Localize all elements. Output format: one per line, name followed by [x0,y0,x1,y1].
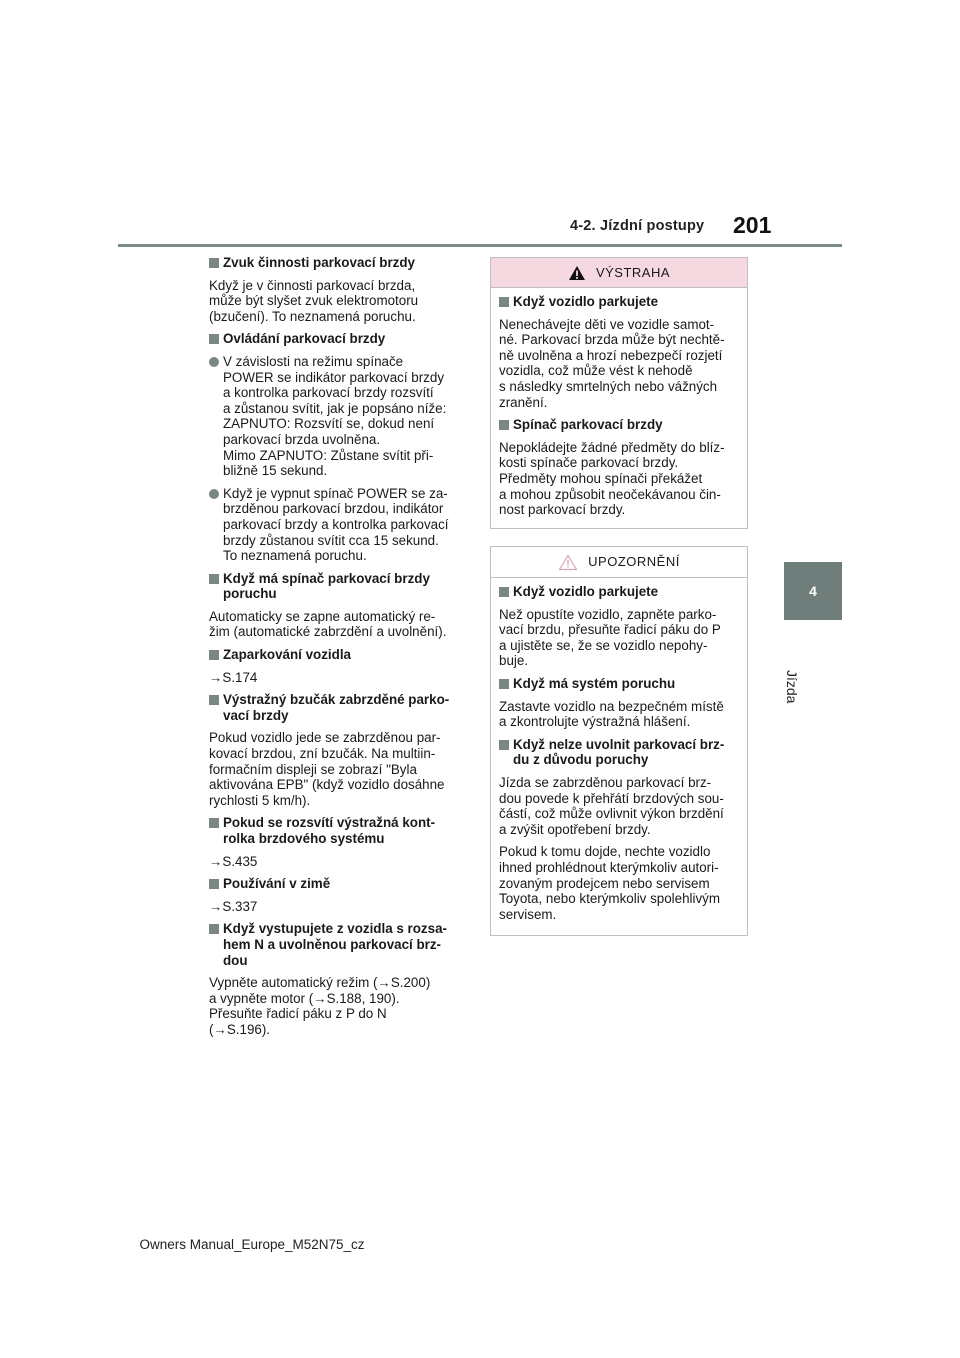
square-bullet-icon [209,695,219,705]
item-bullet-text: Když je vypnut spínač POWER se za- brzděnou parkovací brzdou, indikátor parkovací brzdy a kontrolka parkovací brzdy zůstanou svítit cca 15 sekund. To neznamená poruchu. [223,485,449,564]
caution-box-title: UPOZORNĚNÍ [588,554,680,570]
left-column [209,255,467,1045]
page-number: 201 [733,212,772,238]
item-heading [209,692,467,723]
round-bullet-icon [209,357,219,367]
item-paragraph: Když je v činnosti parkovací brzda, může být slyšet zvuk elektromotoru (bzučení). To neznamená poruchu. [209,277,419,324]
item-heading [209,876,467,892]
item-bullet [209,486,467,564]
item-heading-text: Když nelze uvolnit parkovací brz- du z důvodu poruchy [513,736,725,768]
item-bullet-text: V závislosti na režimu spínače POWER se indikátor parkovací brzdy a kontrolka parkovací brzdy rozsvítí a zůstanou svítit, jak je popsáno níže: ZAPNUTO: Rozsvítí se, dokud není parkovací brzda uvolněna. Mimo ZAPNUTO: Zůstane svítit při- bližně 15 sekund. [223,353,447,479]
square-bullet-icon [209,818,219,828]
warning-triangle-icon [568,265,586,281]
square-bullet-icon [209,334,219,344]
round-bullet-icon [209,489,219,499]
item-paragraph: Nepokládejte žádné předměty do blíz- kosti spínače parkovací brzdy. Předměty mohou spínači překážet a mohou způsobit neočekávanou čin- nost parkovací brzdy. [499,439,725,518]
warning-box-title: VÝSTRAHA [595,264,671,280]
item-heading-text: Pokud se rozsvítí výstražná kont- rolka brzdového systému [223,815,436,846]
square-bullet-icon [209,258,219,268]
item-heading-text: Výstražný bzučák zabrzděné parko- vací brzdy [223,692,450,723]
chapter-label-text: Jízda [784,670,800,704]
item-heading-text: Když má systém poruchu [513,675,676,691]
item-paragraph: Pokud k tomu dojde, nechte vozidlo ihned prohlédnout kterýmkoliv autori- zovaným prodejcem nebo servisem Toyota, nebo kterýmkoliv spolehlivým servisem. [499,844,721,922]
item-paragraph: Vypněte automatický režim (→S.200) a vypněte motor (→S.188, 190). Přesuňte řadicí páku z P do N (→S.196). [209,975,431,1037]
item-heading-text: Když vozidlo parkujete [513,294,659,309]
section-title: 4-2. Jízdní postupy [570,218,705,234]
item-heading-text: Používání v zimě [223,876,331,892]
square-bullet-icon [209,650,219,660]
item-heading [209,815,467,846]
warning-box [490,257,748,529]
item-heading-text: Ovládání parkovací brzdy [223,331,386,347]
item-heading [209,331,467,347]
warning-box-header [491,258,747,288]
chapter-label [780,630,846,704]
page-reference-link[interactable]: →S.174 [209,669,258,685]
item-heading-text: Spínač parkovací brzdy [513,417,663,433]
item-heading [499,417,739,433]
item-heading-text: Když má spínač parkovací brzdy poruchu [223,570,430,602]
item-heading [499,676,739,692]
item-heading-text: Když vystupujete z vozidla s rozsa- hem N a uvolněnou parkovací brz- dou [223,921,447,968]
chapter-tab[interactable]: 4 [784,562,842,620]
item-heading-text: Když vozidlo parkujete [513,584,659,599]
caution-box [490,546,748,936]
item-heading [209,647,467,663]
item-bullet [209,354,467,479]
caution-triangle-icon [558,554,578,571]
caution-box-body [491,578,747,933]
item-heading [499,294,739,310]
square-bullet-icon [499,420,509,430]
item-paragraph: Automaticky se zapne automatický re- žim (automatické zabrzdění a uvolnění). [209,608,447,640]
square-bullet-icon [499,297,509,307]
square-bullet-icon [209,574,219,584]
page-reference-link[interactable]: →S.435 [209,853,258,869]
square-bullet-icon [499,587,509,597]
footer-text: Owners Manual_Europe_M52N75_cz [139,1237,365,1252]
item-heading [499,584,739,600]
item-paragraph: Pokud vozidlo jede se zabrzděnou par- kovací brzdou, zní bzučák. Na multiin- formačním displeji se zobrazí "Byla aktivována EPB" (když vozidlo dosáhne rychlosti 5 km/h). [209,730,445,808]
header-rule [118,244,842,247]
item-heading-text: Zaparkování vozidla [223,647,351,663]
item-paragraph: Nenechávejte děti ve vozidle samot- né. Parkovací brzda může být nechtě- ně uvolněna a hrozí nebezpečí rozjetí vozidla, což může vést k nehodě s následky smrtelných nebo vážných zranění. [499,316,725,410]
warning-box-body [491,288,747,529]
square-bullet-icon [499,679,509,689]
item-heading [499,737,739,768]
item-paragraph: Než opustíte vozidlo, zapněte parko- vací brzdu, přesuňte řadicí páku do P a ujistěte se, že se vozidlo nepohy- buje. [499,606,721,669]
page-reference-link[interactable]: →S.337 [209,898,258,914]
item-paragraph: Zastavte vozidlo na bezpečném místě a zkontrolujte výstražná hlášení. [499,698,724,730]
item-heading [209,255,467,271]
item-heading [209,921,467,968]
item-paragraph: Jízda se zabrzděnou parkovací brz- dou povede k přehřátí brzdových sou- částí, což může ovlivnit výkon brzdění a zvýšit opotřebení brzdy. [499,774,724,837]
item-heading-text: Zvuk činnosti parkovací brzdy [223,255,415,270]
square-bullet-icon [209,924,219,934]
square-bullet-icon [209,879,219,889]
caution-box-header [491,547,747,578]
item-heading [209,571,467,602]
footer [0,1237,960,1252]
square-bullet-icon [499,740,509,750]
